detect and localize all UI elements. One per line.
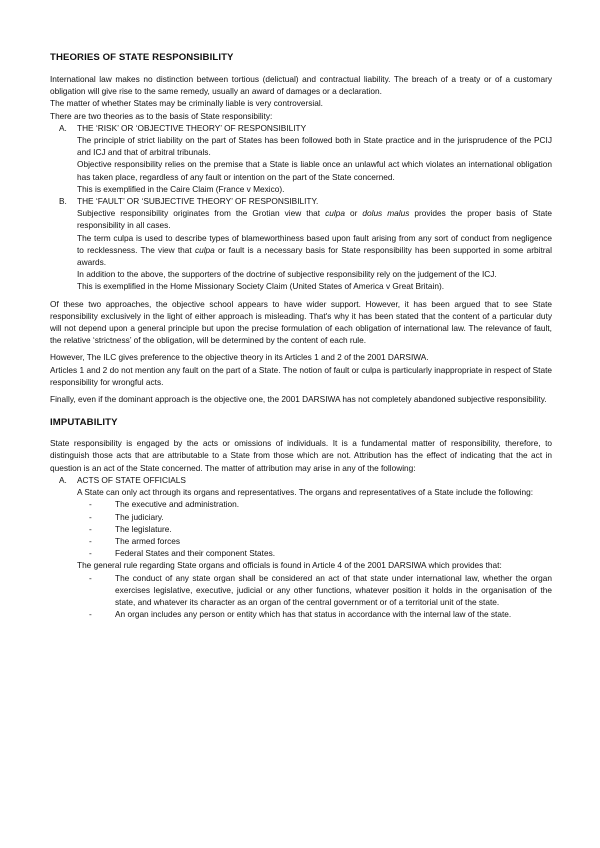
ilc-preference: However, The ILC gives preference to the objective theory in its Articles 1 and 2 of the 2001 DARSIWA. — [50, 352, 429, 363]
text-run: Subjective responsibility originates from the Grotian view that — [77, 208, 326, 219]
intro-criminal-liability: The matter of whether States may be criminally liable is very controversial. — [50, 98, 323, 109]
text-run: provides the proper basis of State responsibility in all cases. — [77, 208, 552, 231]
theory-b-para-2 — [50, 232, 552, 269]
organ-label: The armed forces — [115, 535, 181, 546]
theory-b-title — [50, 195, 552, 207]
text-run: The view that — [140, 244, 195, 255]
italic-term: culpa — [325, 208, 345, 219]
list-item — [77, 523, 552, 535]
intro-two-theories: There are two theories as to the basis of State responsibility: — [50, 110, 273, 121]
dash-marker: - — [89, 572, 92, 583]
text-run: The term culpa is used to describe types of blameworthiness based upon fault arising from any sort of conduct from negligence to recklessness. — [77, 232, 552, 255]
text-run: or — [344, 208, 363, 219]
organ-label: The executive and administration. — [115, 499, 240, 510]
list-item — [77, 535, 552, 547]
section-heading-imputability: IMPUTABILITY — [50, 417, 118, 429]
list-item — [77, 498, 552, 510]
theory-b-title-text: THE ‘FAULT’ OR ‘SUBJECTIVE THEORY’ OF RESPONSIBILITY. — [77, 196, 319, 207]
theory-b-para-4: In addition to the above, the supporters of the doctrine of subjective responsibility rely on the judgement of the ICJ. — [77, 269, 497, 280]
dash-marker: - — [89, 609, 92, 620]
italic-term: culpa — [194, 244, 215, 255]
provision-text: The conduct of any state organ shall be considered an act of that state under international law, whether the organ exercises legislative, executive, judicial or any other functions, whatever position it holds in the organisation of the state, and whatever its character as an organ of the central government or of a territorial unit of the state. — [115, 572, 552, 607]
list-item — [77, 608, 552, 620]
section-heading-theories: THEORIES OF STATE RESPONSIBILITY — [50, 52, 234, 63]
organ-label: The judiciary. — [115, 511, 164, 522]
text-run: or fault is a necessary basis for State responsibility has been supported in some arbitral awards. — [77, 244, 553, 268]
document-page — [50, 52, 552, 620]
dash-marker: - — [89, 499, 92, 510]
list-item — [77, 547, 552, 559]
list-marker: A. — [59, 474, 67, 485]
dash-marker: - — [89, 523, 92, 534]
italic-term: dolus malus — [362, 208, 410, 219]
dash-marker: - — [89, 535, 92, 546]
imputability-a-title — [50, 474, 552, 486]
theory-a-title — [50, 122, 552, 134]
list-marker: B. — [59, 196, 67, 207]
theory-a-para-2: Objective responsibility relies on the premise that a State is liable once an unlawful act which violates an international obligation has taken place, regardless of any fault or intention on the part of the State concerned. — [77, 159, 552, 182]
theory-a-title-text: THE ‘RISK’ OR ‘OBJECTIVE THEORY’ OF RESPONSIBILITY — [77, 122, 307, 133]
theory-a-para-1: The principle of strict liability on the part of States has been followed both in State practice and in the jurisprudence of the PCIJ and ICJ and that of arbitral tribunals. — [77, 135, 552, 158]
imputability-intro: State responsibility is engaged by the acts or omissions of individuals. It is a fundamental matter of responsibility, therefore, to distinguish those acts that are attributable to a State from those which are not. Attribution has the effect of indicating that the act in question is an act of the State concerned. The matter of attribution may arise in any of the following: — [50, 438, 552, 473]
theory-a-example: This is exemplified in the Caire Claim (France v Mexico). — [77, 183, 285, 194]
dash-marker: - — [89, 511, 92, 522]
imputability-a-para-2: The general rule regarding State organs and officials is found in Article 4 of the 2001 DARSIWA which provides that: — [77, 560, 502, 571]
conclusion-paragraph: Finally, even if the dominant approach is the objective one, the 2001 DARSIWA has not completely abandoned subjective responsibility. — [50, 394, 547, 405]
theory-b-para-1 — [50, 207, 552, 231]
list-marker: A. — [59, 122, 67, 133]
organ-label: The legislature. — [115, 523, 172, 534]
intro-paragraph: International law makes no distinction between tortious (delictual) and contractual liability. The breach of a treaty or of a customary obligation will give rise to the same remedy, usually an award of damages or a declaration. — [50, 74, 552, 97]
list-item — [77, 511, 552, 523]
provision-text: An organ includes any person or entity which has that status in accordance with the internal law of the state. — [115, 609, 512, 620]
articles-paragraph: Articles 1 and 2 do not mention any fault on the part of a State. The notion of fault or culpa is particularly inappropriate in respect of State responsibility for wrongful acts. — [50, 364, 552, 387]
organ-label: Federal States and their component States. — [115, 548, 276, 559]
list-item — [77, 572, 552, 609]
imputability-a-title-text: ACTS OF STATE OFFICIALS — [77, 474, 186, 485]
imputability-a-para-1: A State can only act through its organs and representatives. The organs and representatives of a State include the following: — [77, 487, 533, 498]
comparison-paragraph: Of these two approaches, the objective school appears to have wider support. However, it has been argued that to see State responsibility exclusively in the light of either approach is misleading. That's why it has been stated that the content of a particular duty will not depend upon a general principle but upon the precise formulation of each obligation of international law. The relevance of fault, the relative ‘strictness’ of the obligation, will be determined by the content of each rule. — [50, 298, 552, 346]
dash-marker: - — [89, 548, 92, 559]
theory-b-example: This is exemplified in the Home Missionary Society Claim (United States of America v Great Britain). — [77, 281, 445, 292]
